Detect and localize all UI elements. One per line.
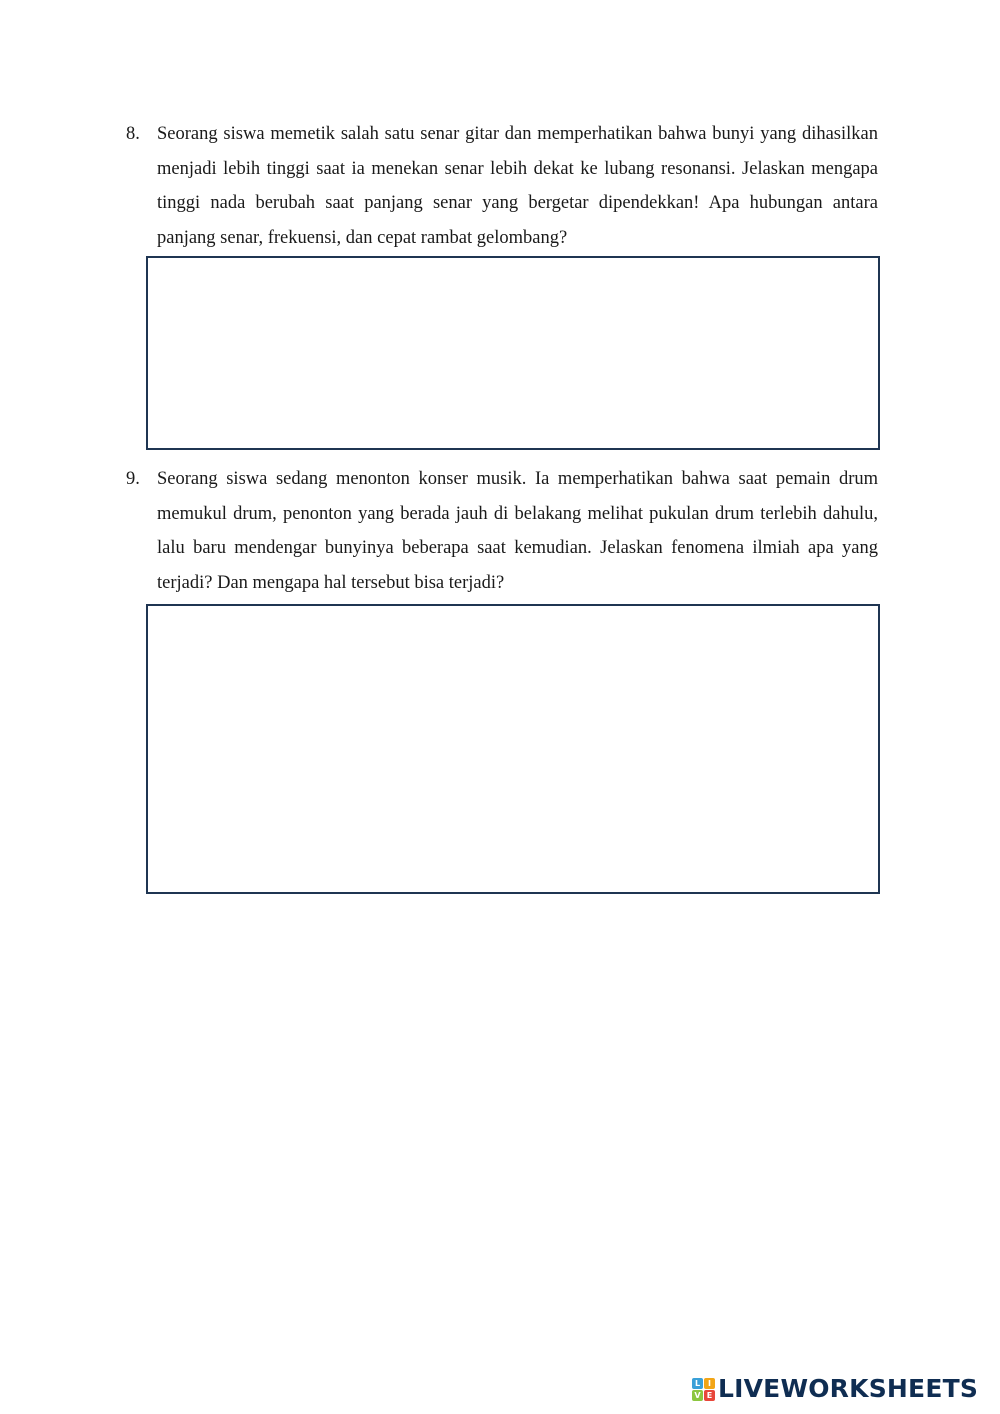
logo-mark-tile: V <box>692 1390 703 1401</box>
answer-box-9[interactable] <box>146 604 880 894</box>
logo-mark-tile: I <box>704 1378 715 1389</box>
logo-mark-icon <box>692 1378 715 1401</box>
logo-mark-tile: L <box>692 1378 703 1389</box>
question-9 <box>126 462 878 601</box>
logo-mark-tile: E <box>704 1390 715 1401</box>
question-number: 9. <box>126 469 140 489</box>
question-text: Seorang siswa memetik salah satu senar gitar dan memperhatikan bahwa bunyi yang dihasilkan menjadi lebih tinggi saat ia menekan senar lebih dekat ke lubang resonansi. Jelaskan mengapa tinggi nada berubah saat panjang senar yang bergetar dipendekkan! Apa hubungan antara panjang senar, frekuensi, dan cepat rambat gelombang? <box>157 124 878 249</box>
question-8 <box>126 117 878 256</box>
logo-text: LIVEWORKSHEETS <box>718 1374 979 1403</box>
question-number: 8. <box>126 124 140 144</box>
answer-box-8[interactable] <box>146 256 880 450</box>
question-text: Seorang siswa sedang menonton konser musik. Ia memperhatikan bahwa saat pemain drum memukul drum, penonton yang berada jauh di belakang melihat pukulan drum terlebih dahulu, lalu baru mendengar bunyinya beberapa saat kemudian. Jelaskan fenomena ilmiah apa yang terjadi? Dan mengapa hal tersebut bisa terjadi? <box>157 469 878 594</box>
liveworksheets-logo <box>692 1374 978 1404</box>
